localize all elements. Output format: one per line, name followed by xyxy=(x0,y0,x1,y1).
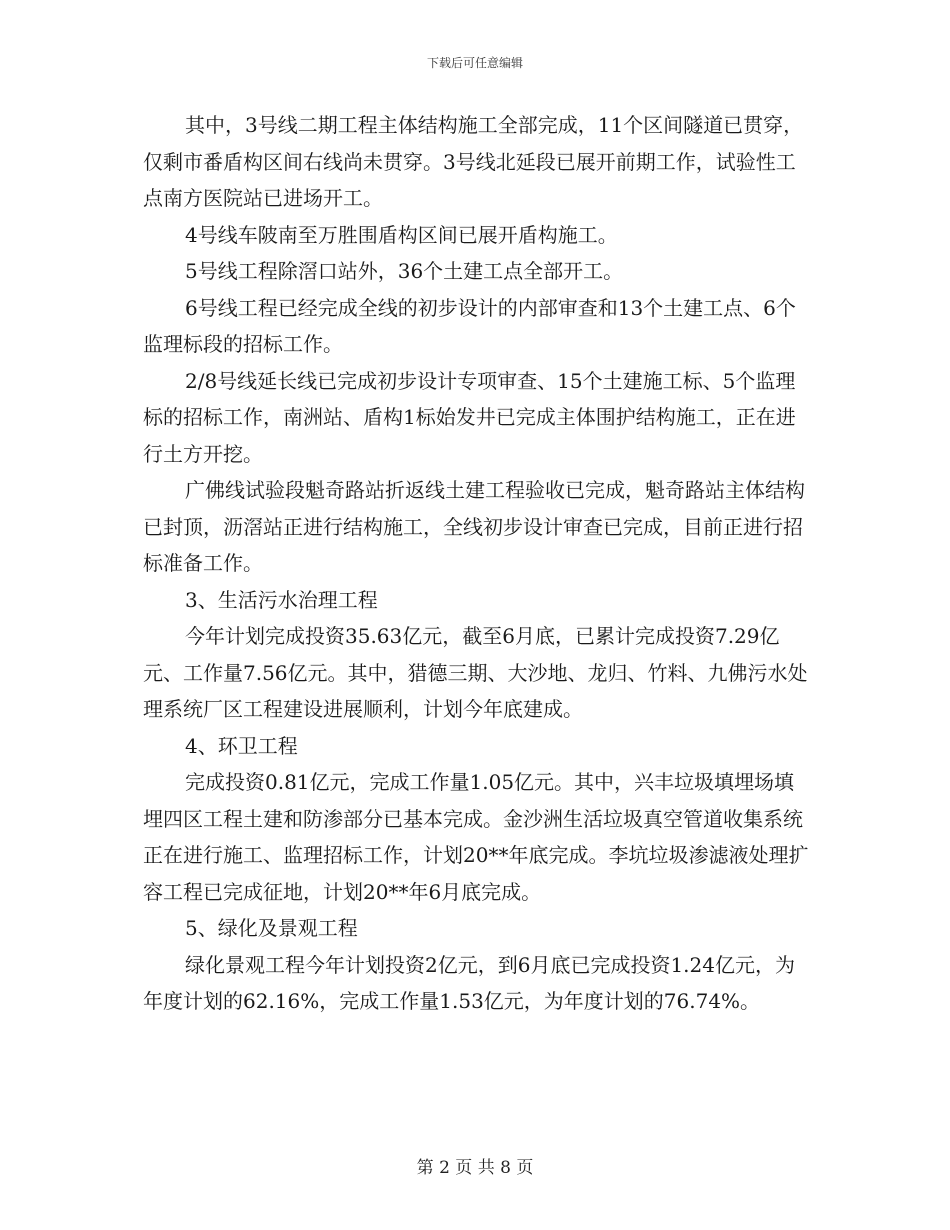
page-header: 下载后可任意编辑 xyxy=(426,56,523,70)
paragraph-line6: 6号线工程已经完成全线的初步设计的内部审查和13个土建工点、6个监理标段的招标工作。 xyxy=(143,295,796,356)
section-heading-sanitation: 4、环卫工程 xyxy=(185,733,298,758)
paragraph-line4: 4号线车陂南至万胜围盾构区间已展开盾构施工。 xyxy=(185,222,618,247)
paragraph-sanitation: 完成投资0.81亿元，完成工作量1.05亿元。其中，兴丰垃圾填埋场填埋四区工程土建和防渗部分已基本完成。金沙洲生活垃圾真空管道收集系统正在进行施工、监理招标工作，计划20**年底完成。李坑垃圾渗滤液处理扩容工程已完成征地，计划20**年6月底完成。 xyxy=(143,770,809,904)
paragraph-line2-8: 2/8号线延长线已完成初步设计专项审查、15个土建施工标、5个监理标的招标工作，南洲站、盾构1标始发井已完成主体围护结构施工，正在进行土方开挖。 xyxy=(143,368,796,466)
section-heading-sewage: 3、生活污水治理工程 xyxy=(185,587,378,612)
section-heading-greening: 5、绿化及景观工程 xyxy=(185,916,358,940)
paragraph-line3: 其中，3号线二期工程主体结构施工全部完成，11个区间隧道已贯穿，仅剩市番盾构区间右线尚未贯穿。3号线北延段已展开前期工作，试验性工点南方医院站已进场开工。 xyxy=(143,113,804,210)
paragraph-sewage: 今年计划完成投资35.63亿元，截至6月底，已累计完成投资7.29亿元、工作量7.56亿元。其中，猎德三期、大沙地、龙归、竹料、九佛污水处理系统厂区工程建设进展顺利，计划今年底建成。 xyxy=(143,624,808,721)
paragraph-greening: 绿化景观工程今年计划投资2亿元，到6月底已完成投资1.24亿元，为年度计划的62.16%，完成工作量1.53亿元，为年度计划的76.74%。 xyxy=(143,952,795,1013)
document-body xyxy=(143,107,813,1020)
paragraph-line5: 5号线工程除滘口站外，36个土建工点全部开工。 xyxy=(185,259,624,283)
paragraph-guangfo-line: 广佛线试验段魁奇路站折返线土建工程验收已完成，魁奇路站主体结构已封顶，沥滘站正进行结构施工，全线初步设计审查已完成，目前正进行招标准备工作。 xyxy=(143,478,805,575)
page-footer: 第 2 页 共 8 页 xyxy=(416,1158,534,1178)
